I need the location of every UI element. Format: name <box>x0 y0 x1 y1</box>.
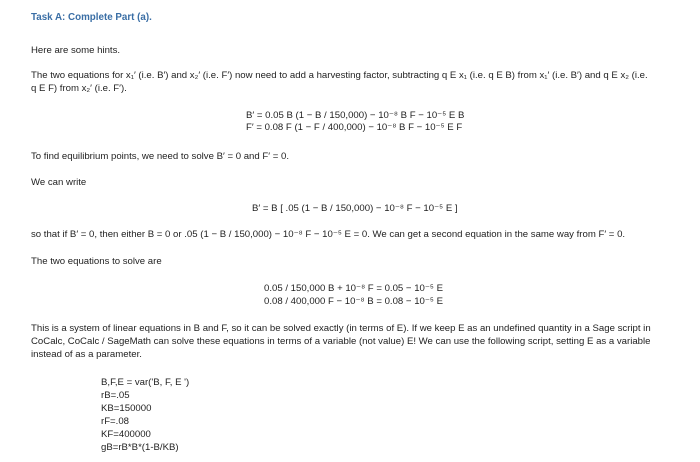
code-line: KB=150000 <box>101 403 152 414</box>
task-title: Task A: Complete Part (a). <box>31 12 152 23</box>
hints-intro: Here are some hints. <box>31 45 121 56</box>
code-line: KF=400000 <box>101 429 151 440</box>
paragraph-equilibrium: To find equilibrium points, we need to solve B′ = 0 and F′ = 0. <box>31 151 289 162</box>
paragraph-harvesting-line-2: q E F) from x₂′ (i.e. F′). <box>31 83 127 94</box>
paragraph-second-equation: so that if B′ = 0, then either B = 0 or .05 (1 − B / 150,000) − 10⁻⁸ F − 10⁻⁵ E = 0. We can get a second equation in the same way from F′ = 0. <box>31 229 626 240</box>
paragraph-linear-system-line-1: This is a system of linear equations in B and F, so it can be solved exactly (in terms of E). If we keep E as an undefined quantity in a Sage script in <box>31 323 651 334</box>
paragraph-equations-to-solve: The two equations to solve are <box>31 256 162 267</box>
paragraph-linear-system-line-2: CoCalc, CoCalc / SageMath can solve these equations in terms of a variable (not value) E! We can use the following script, setting E as a variable <box>31 336 651 347</box>
code-line: B,F,E = var('B, F, E ') <box>101 377 190 388</box>
code-line: rF=.08 <box>101 416 129 427</box>
equation-linear-2: 0.08 / 400,000 F − 10⁻⁸ B = 0.08 − 10⁻⁵ E <box>264 296 443 307</box>
equation-f-prime: F′ = 0.08 F (1 − F / 400,000) − 10⁻⁸ B F − 10⁻⁵ E F <box>246 122 463 133</box>
paragraph-harvesting-line-1: The two equations for x₁′ (i.e. B′) and x₂′ (i.e. F′) now need to add a harvesting factor, subtracting q E x₁ (i.e. q E B) from x₁′ (i.e. B′) and q E x₂ (i.e. <box>31 70 648 81</box>
code-line: rB=.05 <box>101 390 130 401</box>
equation-linear-1: 0.05 / 150,000 B + 10⁻⁸ F = 0.05 − 10⁻⁵ E <box>264 283 443 294</box>
equation-factored: B′ = B [ .05 (1 − B / 150,000) − 10⁻⁸ F − 10⁻⁵ E ] <box>252 203 458 214</box>
paragraph-we-can-write: We can write <box>31 177 87 188</box>
paragraph-linear-system-line-3: instead of as a parameter. <box>31 349 142 360</box>
code-line: gB=rB*B*(1-B/KB) <box>101 442 179 453</box>
equation-b-prime: B′ = 0.05 B (1 − B / 150,000) − 10⁻⁸ B F − 10⁻⁵ E B <box>246 110 465 121</box>
